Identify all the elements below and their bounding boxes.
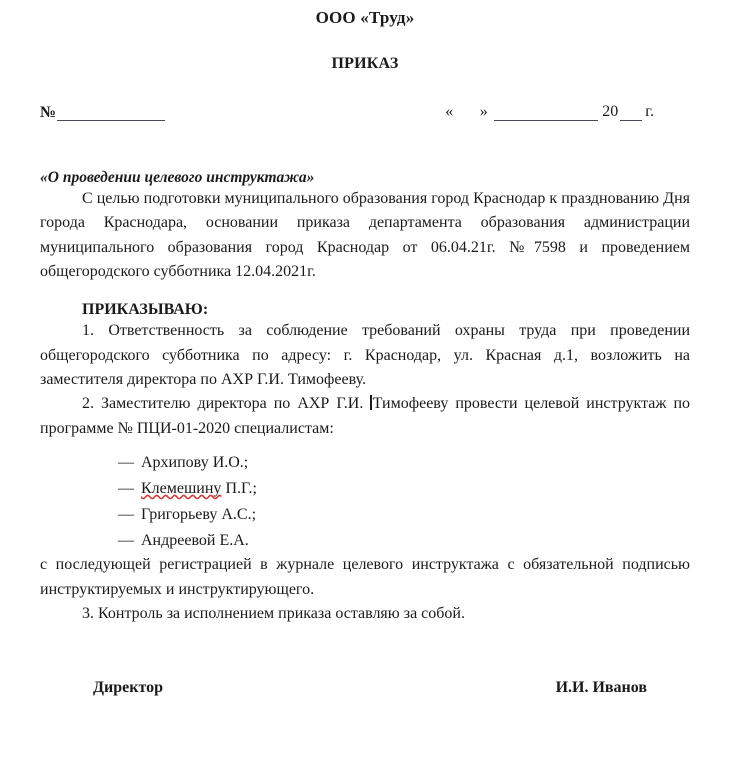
- instructed-persons-list: [40, 450, 690, 554]
- clause-2: [40, 392, 690, 441]
- signatory-title: Директор: [93, 679, 163, 697]
- misspelled-word: Клемешину: [141, 479, 222, 497]
- registration-note: с последующей регистрацией в журнале целевого инструктажа с обязательной подписью инструктируемых и инструктирующего.: [40, 556, 690, 598]
- date-year-prefix: 20: [602, 103, 619, 120]
- preamble-paragraph: С целью подготовки муниципального образования город Краснодар к празднованию Дня города Краснодара, основании приказа департамента образования администрации муниципального образования город Краснодар от 06.04.21г. №7598 и проведением общегородского субботника 12.04.2021г.: [40, 190, 690, 280]
- clause-2-text-before-caret: 2. Заместителю директора по АХР Г.И.: [82, 395, 371, 413]
- list-item: [118, 476, 690, 502]
- list-item-label: Андреевой Е.А.: [141, 531, 249, 549]
- number-symbol: №: [40, 104, 57, 121]
- list-item: [118, 502, 690, 528]
- document-meta-row: [40, 103, 690, 121]
- document-subject: «О проведении целевого инструктажа»: [40, 169, 315, 186]
- list-item: [118, 450, 690, 476]
- date-year-blank-line[interactable]: [620, 119, 642, 121]
- list-dash: —: [118, 531, 134, 549]
- clause-1: 1. Ответственность за соблюдение требований охраны труда при проведении общегородского субботника по адресу: г. Краснодар, ул. Красная д.1, возложить на заместителя директора по АХР Г.И. Тимофееву.: [40, 322, 690, 388]
- list-dash: —: [118, 505, 134, 523]
- document-date-field[interactable]: [445, 103, 690, 121]
- organization-name: ООО «Труд»: [315, 8, 415, 27]
- date-open-quote: «: [445, 103, 454, 120]
- clause-2-text-after-caret: Тимофееву провести целевой инструктаж по программе № ПЦИ-01-2020 специалистам:: [40, 395, 691, 437]
- document-number-field[interactable]: [40, 105, 165, 121]
- date-year-suffix: г.: [645, 103, 654, 120]
- signatory-name: И.И. Иванов: [555, 679, 647, 697]
- date-close-quote: »: [479, 103, 489, 120]
- list-item-label: П.Г.;: [221, 479, 257, 497]
- order-directive-heading: ПРИКАЗЫВАЮ:: [82, 301, 209, 319]
- list-dash: —: [118, 453, 134, 471]
- list-item: [118, 528, 690, 554]
- date-month-blank-line[interactable]: [494, 119, 598, 121]
- list-item-label: Григорьеву А.С.;: [141, 505, 257, 523]
- number-blank-line[interactable]: [57, 119, 165, 121]
- document-page: [0, 8, 730, 768]
- list-item-label: Архипову И.О.;: [141, 453, 249, 471]
- clause-3: 3. Контроль за исполнением приказа оставляю за собой.: [82, 605, 465, 623]
- signature-block: [40, 679, 690, 697]
- text-cursor-caret: [370, 395, 371, 410]
- list-dash: —: [118, 479, 134, 497]
- document-type-heading: ПРИКАЗ: [331, 55, 399, 72]
